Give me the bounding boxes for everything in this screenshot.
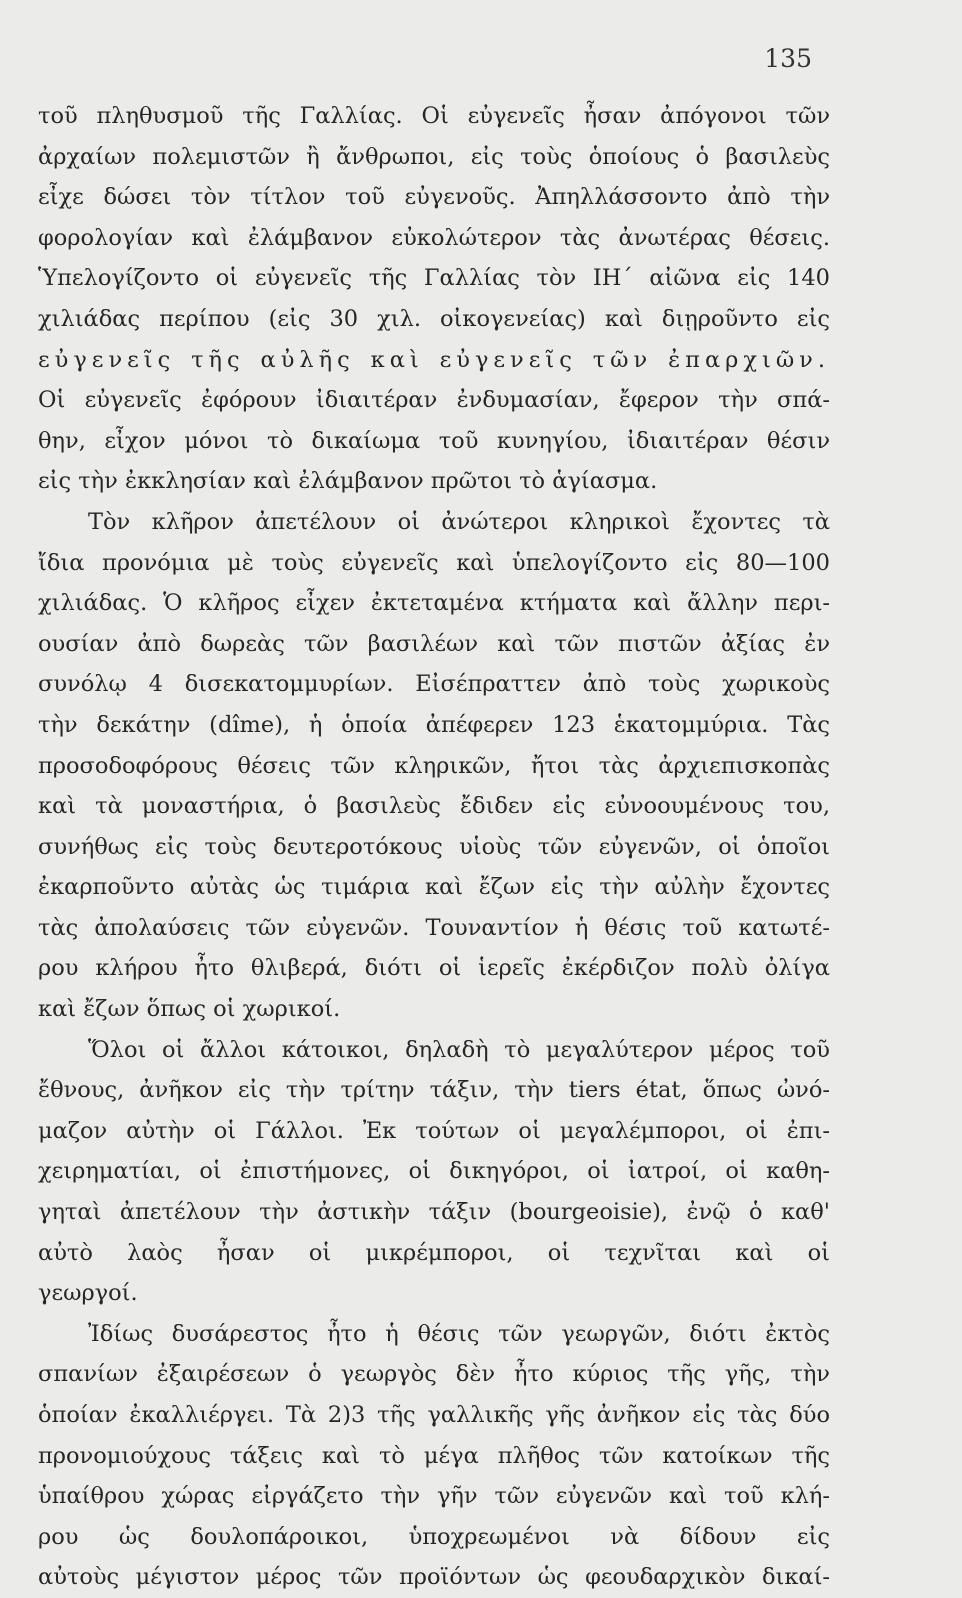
text-line: Ἰδίως δυσάρεστος ἦτο ἡ θέσις τῶν γεωργῶν, διότι ἐκτὸς [88,1320,830,1347]
page-number: 135 [764,44,812,73]
text-line: εὐγενεῖς τῆς αὐλῆς καὶ εὐγενεῖς τῶν ἐπαρχιῶν. [38,346,830,373]
text-line: ὁποίαν ἐκαλλιέργει. Τὰ 2)3 τῆς γαλλικῆς γῆς ἀνῆκον εἰς τὰς δύο [38,1402,830,1428]
text-line: τὴν δεκάτην (dîme), ἡ ὁποία ἀπέφερεν 123 ἑκατομμύρια. Τὰς [38,711,830,738]
text-line: ρου κλήρου ἦτο θλιβερά, διότι οἱ ἱερεῖς ἐκέρδιζον πολὺ ὀλίγα [38,955,830,982]
text-line: αὐτοὺς μέγιστον μέρος τῶν προϊόντων ὡς φεουδαρχικὸν δικαί- [38,1564,830,1591]
text-line: χιλιάδας. Ὁ κλῆρος εἶχεν ἐκτεταμένα κτήματα καὶ ἄλλην περι- [38,590,830,617]
text-line: καὶ ἔζων ὅπως οἱ χωρικοί. [38,996,341,1023]
text-line: ουσίαν ἀπὸ δωρεὰς τῶν βασιλέων καὶ τῶν πιστῶν ἀξίας ἐν [38,630,830,657]
text-line: συνόλῳ 4 δισεκατομμυρίων. Εἰσέπραττεν ἀπὸ τοὺς χωρικοὺς [38,671,830,698]
text-line: τὰς ἀπολαύσεις τῶν εὐγενῶν. Τουναντίον ἡ θέσις τοῦ κατωτέ- [38,914,830,941]
text-line: χειρηματίαι, οἱ ἐπιστήμονες, οἱ δικηγόροι, οἱ ἰατροί, οἱ καθη- [38,1158,830,1185]
text-line: εἰς τὴν ἐκκλησίαν καὶ ἐλάμβανον πρῶτοι τὸ ἁγίασμα. [38,468,658,495]
text-line: ρου ὡς δουλοπάροικοι, ὑποχρεωμένοι νὰ δίδουν εἰς [38,1523,830,1550]
text-line: χιλιάδας περίπου (εἰς 30 χιλ. οἰκογενείας) καὶ διῃροῦντο εἰς [38,305,830,332]
text-line: Οἱ εὐγενεῖς ἐφόρουν ἰδιαιτέραν ἐνδυμασίαν, ἔφερον τὴν σπά- [38,387,830,414]
text-line: εἶχε δώσει τὸν τίτλον τοῦ εὐγενοῦς. Ἀπηλλάσσοντο ἀπὸ τὴν [38,184,830,211]
text-line: συνήθως εἰς τοὺς δευτεροτόκους υἱοὺς τῶν εὐγενῶν, οἱ ὁποῖοι [38,833,830,860]
text-line: μαζον αὐτὴν οἱ Γάλλοι. Ἐκ τούτων οἱ μεγαλέμποροι, οἱ ἐπι- [38,1117,830,1144]
body-text [38,96,830,1598]
text-line: ἀρχαίων πολεμιστῶν ἢ ἄνθρωποι, εἰς τοὺς ὁποίους ὁ βασιλεὺς [38,143,830,170]
text-line: ἴδια προνόμια μὲ τοὺς εὐγενεῖς καὶ ὑπελογίζοντο εἰς 80—100 [38,549,830,576]
text-line: σπανίων ἐξαιρέσεων ὁ γεωργὸς δὲν ἦτο κύριος τῆς γῆς, τὴν [38,1361,830,1388]
text-line: γεωργοί. [38,1280,138,1307]
text-line: προνομιούχους τάξεις καὶ τὸ μέγα πλῆθος τῶν κατοίκων τῆς [38,1442,830,1469]
text-line: προσοδοφόρους θέσεις τῶν κληρικῶν, ἤτοι τὰς ἀρχιεπισκοπὰς [38,752,830,779]
text-line: ὑπαίθρου χώρας εἰργάζετο τὴν γῆν τῶν εὐγενῶν καὶ τοῦ κλή- [38,1483,830,1510]
text-line: ἔθνους, ἀνῆκον εἰς τὴν τρίτην τάξιν, τὴν tiers état, ὅπως ὠνό- [38,1077,830,1104]
text-line: φορολογίαν καὶ ἐλάμβανον εὐκολώτερον τὰς ἀνωτέρας θέσεις. [38,224,830,251]
text-line: ἐκαρποῦντο αὐτὰς ὡς τιμάρια καὶ ἔζων εἰς τὴν αὐλὴν ἔχοντες [38,874,830,901]
text-line: καὶ τὰ μοναστήρια, ὁ βασιλεὺς ἔδιδεν εἰς εὐνοουμένους του, [38,793,830,820]
text-line: τοῦ πληθυσμοῦ τῆς Γαλλίας. Οἱ εὐγενεῖς ἦσαν ἀπόγονοι τῶν [38,103,830,129]
text-line: Ὑπελογίζοντο οἱ εὐγενεῖς τῆς Γαλλίας τὸν ΙΗ´ αἰῶνα εἰς 140 [38,265,830,292]
text-line: Τὸν κλῆρον ἀπετέλουν οἱ ἀνώτεροι κληρικοὶ ἔχοντες τὰ [88,508,830,535]
text-line: Ὅλοι οἱ ἄλλοι κάτοικοι, δηλαδὴ τὸ μεγαλύτερον μέρος τοῦ [88,1036,830,1063]
text-line: αὐτὸ λαὸς ἦσαν οἱ μικρέμποροι, οἱ τεχνῖται καὶ οἱ [38,1239,830,1266]
text-line: θην, εἶχον μόνοι τὸ δικαίωμα τοῦ κυνηγίου, ἰδιαιτέραν θέσιν [38,427,830,454]
text-line: γηταὶ ἀπετέλουν τὴν ἀστικὴν τάξιν (bourgeoisie), ἐνῷ ὁ καθ' [38,1199,830,1226]
